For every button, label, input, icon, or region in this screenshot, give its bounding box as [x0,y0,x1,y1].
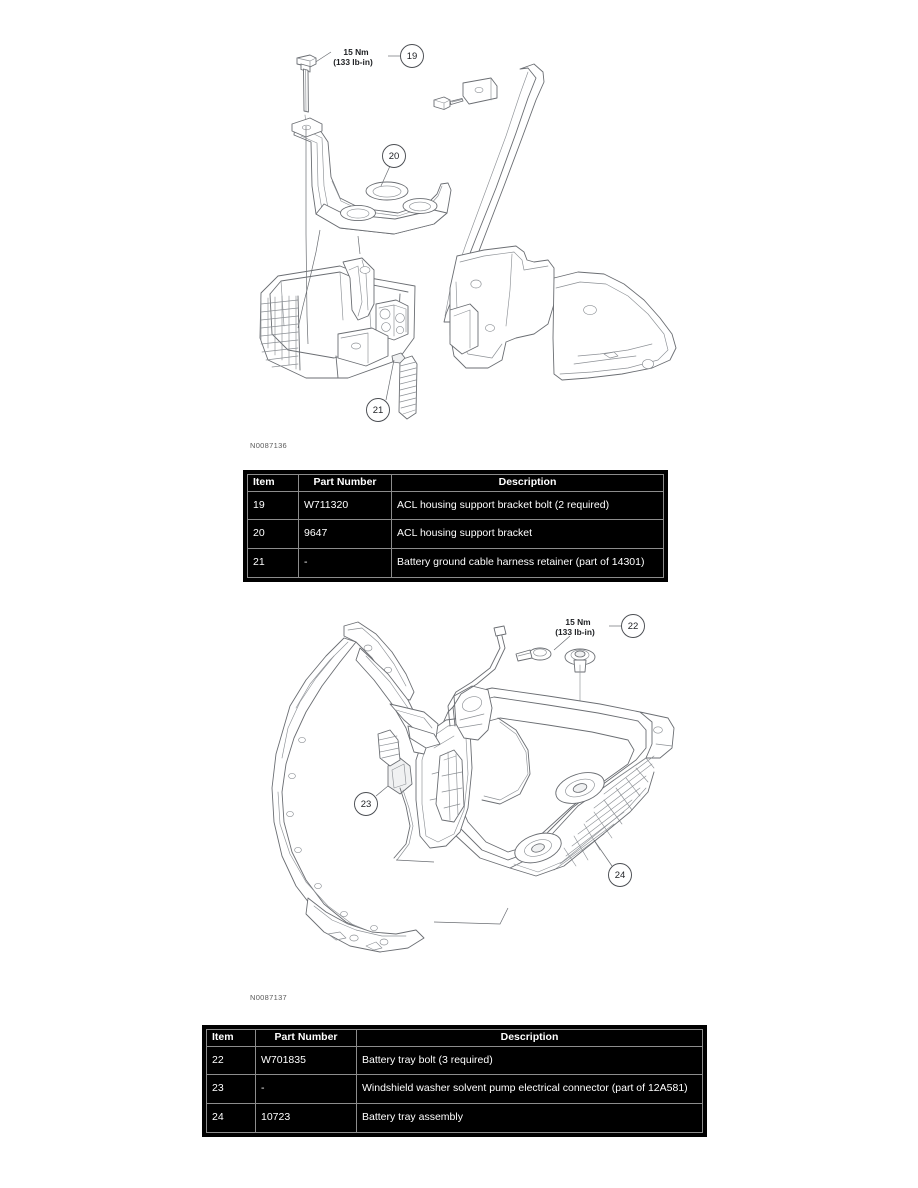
torque-value-metric: 15 Nm [565,617,591,627]
cell-part-number: - [256,1075,357,1104]
parts-table-1 [247,474,664,578]
cell-description: Windshield washer solvent pump electrical connector (part of 12A581) [357,1075,703,1104]
diagram-1-svg [248,38,678,438]
cell-description: Battery ground cable harness retainer (part of 14301) [392,549,664,578]
torque-value-metric: 15 Nm [343,47,369,57]
washer-pump-connector-23 [378,730,413,860]
cell-description: Battery tray assembly [357,1104,703,1133]
header-item: Item [207,1030,256,1047]
table-row [207,1104,703,1133]
callout-number-21: 21 [372,405,384,416]
cell-part-number: W711320 [299,491,392,520]
cell-part-number: 10723 [256,1104,357,1133]
battery-tray-body [260,258,415,378]
bracket-bolt-secondary [434,97,463,110]
cell-item: 21 [248,549,299,578]
callout-number-19: 19 [406,51,418,62]
table-header-row [207,1030,703,1047]
table-header-row [248,475,664,492]
callout-number-23: 23 [360,799,372,810]
cell-item: 19 [248,491,299,520]
harness-retainer-21 [392,353,417,419]
chassis-rail [553,272,676,380]
header-part-number: Part Number [299,475,392,492]
table-row [248,491,664,520]
cell-item: 22 [207,1046,256,1075]
bracket-bolt-19 [297,55,316,126]
cell-part-number: 9647 [299,520,392,549]
exploded-view-diagram-2 [248,608,708,990]
callout-number-20: 20 [388,151,400,162]
callout-bubble-20 [381,145,406,187]
cell-item: 23 [207,1075,256,1104]
cell-part-number: W701835 [256,1046,357,1075]
fender-apron-panel [450,246,554,368]
table-row [248,520,664,549]
callout-bubble-19 [401,45,424,68]
callout-bubble-23 [355,786,389,816]
parts-table-2 [206,1029,703,1133]
torque-value-imperial: (133 lb-in) [555,627,595,637]
torque-callout-19 [311,47,400,67]
diagram-2-svg [248,608,708,990]
cell-description: Battery tray bolt (3 required) [357,1046,703,1075]
table-row [207,1075,703,1104]
torque-value-imperial: (133 lb-in) [333,57,373,67]
exploded-view-diagram-1 [248,38,678,438]
figure-id-1: N0087136 [250,441,288,450]
tray-support-strut [436,750,464,822]
cell-item: 20 [248,520,299,549]
table-row [207,1046,703,1075]
cell-description: ACL housing support bracket bolt (2 required) [392,491,664,520]
header-part-number: Part Number [256,1030,357,1047]
battery-tray-bolt-upper [516,648,551,661]
callout-number-22: 22 [627,621,639,632]
acl-housing-support-bracket-20 [292,118,451,234]
torque-callout-22 [554,617,621,650]
assembly-alignment-lines-2 [396,860,508,924]
parts-table-2-container [202,1025,707,1137]
callout-bubble-24 [594,840,632,887]
parts-table-1-container [243,470,668,582]
cell-description: ACL housing support bracket [392,520,664,549]
table-row [248,549,664,578]
header-description: Description [357,1030,703,1047]
header-item: Item [248,475,299,492]
figure-id-2: N0087137 [250,993,288,1002]
callout-bubble-22 [622,615,645,638]
cell-item: 24 [207,1104,256,1133]
callout-number-24: 24 [614,870,626,881]
header-description: Description [392,475,664,492]
cell-part-number: - [299,549,392,578]
